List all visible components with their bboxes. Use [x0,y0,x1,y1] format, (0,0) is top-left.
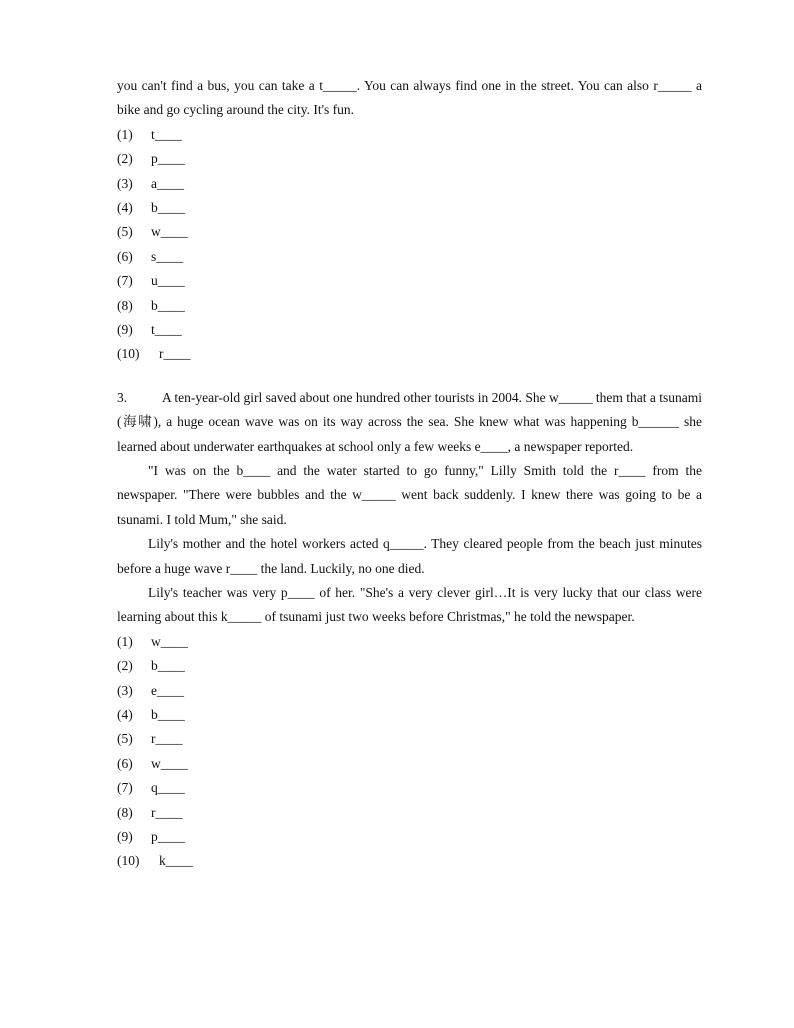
item-number: (4) [117,199,133,215]
list-item [117,269,702,293]
section-gap [117,367,702,386]
item-number: (7) [117,273,133,289]
answer-blank: w____ [151,755,188,771]
list-item [117,342,702,366]
answer-blank: p____ [151,151,185,167]
list-item [117,172,702,196]
list-item [117,727,702,751]
list-item [117,825,702,849]
answer-blank: t____ [151,321,182,337]
section2-answer-list [117,123,702,367]
item-number: (10) [117,853,140,869]
item-number: (7) [117,780,133,796]
item-number: (4) [117,706,133,722]
item-number: (8) [117,804,133,820]
worksheet-page [117,74,702,874]
answer-blank: k____ [159,853,193,869]
item-number: (2) [117,658,133,674]
list-item [117,801,702,825]
paragraph-text: A ten-year-old girl saved about one hundred other tourists in 2004. She w_____ them that a tsunami (海啸), a huge ocean wave was on its way across the sea. She knew what was happening b______ she learned about underwater earthquakes at school only a few weeks e____, a newspaper reported. [117,389,702,454]
list-item [117,318,702,342]
question-number: 3. [117,389,128,405]
item-number: (9) [117,828,133,844]
list-item [117,245,702,269]
item-number: (3) [117,175,133,191]
item-number: (10) [117,346,140,362]
answer-blank: t____ [151,126,182,142]
item-number: (6) [117,248,133,264]
answer-blank: r____ [151,731,183,747]
answer-blank: w____ [151,224,188,240]
list-item [117,630,702,654]
answer-blank: e____ [151,682,184,698]
answer-blank: b____ [151,658,185,674]
section3-paragraph-4: Lily's teacher was very p____ of her. "She's a very clever girl…It is very lucky that our class were learning about this k_____ of tsunami just two weeks before Christmas," he told the newspaper. [117,584,702,625]
list-item [117,294,702,318]
item-number: (8) [117,297,133,313]
item-number: (9) [117,321,133,337]
list-item [117,849,702,873]
item-number: (3) [117,682,133,698]
list-item [117,220,702,244]
list-item [117,654,702,678]
list-item [117,752,702,776]
item-number: (1) [117,126,133,142]
list-item [117,679,702,703]
item-number: (6) [117,755,133,771]
answer-blank: r____ [151,804,183,820]
answer-blank: b____ [151,297,185,313]
answer-blank: b____ [151,199,185,215]
answer-blank: u____ [151,273,185,289]
answer-blank: q____ [151,780,185,796]
list-item [117,196,702,220]
item-number: (1) [117,633,133,649]
item-number: (5) [117,224,133,240]
answer-blank: r____ [159,346,191,362]
answer-blank: p____ [151,828,185,844]
answer-blank: b____ [151,706,185,722]
answer-blank: a____ [151,175,184,191]
list-item [117,776,702,800]
item-number: (5) [117,731,133,747]
item-number: (2) [117,151,133,167]
list-item [117,123,702,147]
list-item [117,703,702,727]
answer-blank: w____ [151,633,188,649]
section3-paragraph-1 [117,386,702,459]
answer-blank: s____ [151,248,184,264]
list-item [117,147,702,171]
section3-paragraph-3: Lily's mother and the hotel workers acted q_____. They cleared people from the beach just minutes before a huge wave r____ the land. Luckily, no one died. [117,536,702,576]
section3-answer-list [117,630,702,874]
section2-passage-end: you can't find a bus, you can take a t_____. You can always find one in the street. You can also r_____ a bike and go cycling around the city. It's fun. [117,78,702,118]
section3-paragraph-2: "I was on the b____ and the water started to go funny," Lilly Smith told the r____ from the newspaper. "There were bubbles and the w_____ went back suddenly. I knew there was going to be a tsunami. I told Mum," she said. [117,462,702,527]
